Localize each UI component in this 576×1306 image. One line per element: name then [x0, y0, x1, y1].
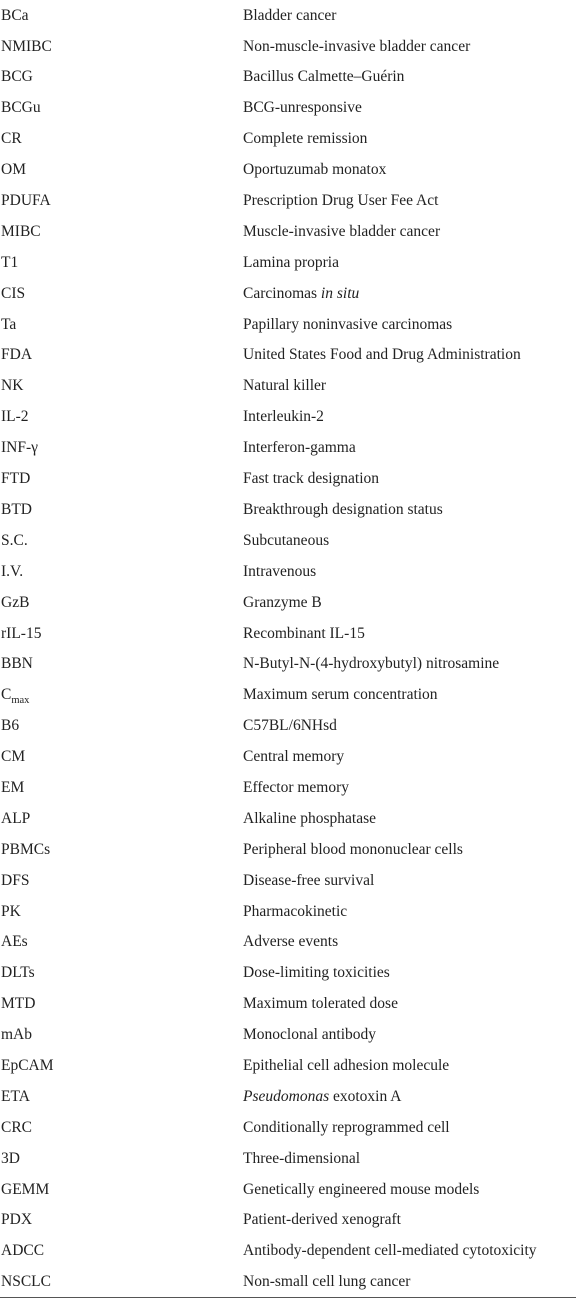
abbreviation-cell	[0, 1151, 243, 1167]
definition-cell	[243, 656, 576, 672]
definition-cell	[243, 409, 576, 425]
definition-text: Lamina propria	[243, 253, 339, 271]
abbreviation-text: rIL-15	[1, 624, 42, 642]
definition-text: United States Food and Drug Administration	[243, 346, 521, 364]
definition-text: Peripheral blood mononuclear cells	[243, 840, 463, 858]
definition-text: Maximum tolerated dose	[243, 995, 398, 1013]
abbreviation-cell	[0, 378, 243, 394]
table-row	[0, 432, 576, 463]
abbreviation-cell	[0, 471, 243, 487]
definition-text: Conditionally reprogrammed cell	[243, 1118, 450, 1136]
definition-cell	[243, 1151, 576, 1167]
table-row	[0, 278, 576, 309]
abbreviation-cell	[0, 409, 243, 425]
abbreviation-cell	[0, 502, 243, 518]
table-row	[0, 124, 576, 155]
definition-cell	[243, 193, 576, 209]
abbreviation-text: ETA	[1, 1087, 30, 1105]
definition-cell	[243, 533, 576, 549]
table-row	[0, 1112, 576, 1143]
table-row	[0, 402, 576, 433]
definition-cell	[243, 162, 576, 178]
abbreviation-text: NMIBC	[1, 37, 52, 55]
abbreviation-cell	[0, 996, 243, 1012]
abbreviation-text: CRC	[1, 1118, 33, 1136]
definition-text: Patient-derived xenograft	[243, 1211, 401, 1229]
definition-cell	[243, 996, 576, 1012]
abbreviation-cell	[0, 656, 243, 672]
abbreviation-text: IL-2	[1, 408, 29, 426]
abbreviation-cell	[0, 686, 243, 707]
abbreviation-text: B6	[1, 717, 20, 735]
definition-cell	[243, 286, 576, 302]
definition-text: Breakthrough designation status	[243, 500, 443, 518]
definition-cell	[243, 1089, 576, 1105]
abbreviation-cell	[0, 595, 243, 611]
abbreviation-text: FTD	[1, 470, 31, 488]
definition-cell	[243, 69, 576, 85]
abbreviation-cell	[0, 193, 243, 209]
definition-cell	[243, 595, 576, 611]
definition-text: Genetically engineered mouse models	[243, 1180, 480, 1198]
abbreviation-cell	[0, 718, 243, 734]
definition-text: Interleukin-2	[243, 408, 324, 426]
definition-italic-text: in situ	[320, 284, 360, 302]
table-row	[0, 62, 576, 93]
table-row	[0, 371, 576, 402]
definition-italic-text: Pseudomonas	[243, 1087, 330, 1105]
table-row	[0, 340, 576, 371]
abbreviation-text: I.V.	[1, 562, 24, 580]
abbreviation-cell	[0, 255, 243, 271]
abbreviation-cell	[0, 100, 243, 116]
definition-text: Monoclonal antibody	[243, 1026, 377, 1044]
abbreviation-text: PK	[1, 902, 21, 920]
table-row	[0, 556, 576, 587]
abbreviation-text: PDUFA	[1, 192, 51, 210]
abbreviation-text: DFS	[1, 871, 30, 889]
definition-text: Antibody-dependent cell-mediated cytotoxicity	[243, 1242, 537, 1260]
table-row	[0, 1174, 576, 1205]
abbreviation-cell	[0, 842, 243, 858]
abbreviation-text: mAb	[1, 1026, 32, 1044]
table-row	[0, 247, 576, 278]
definition-cell	[243, 100, 576, 116]
definition-text: Three-dimensional	[243, 1149, 361, 1167]
abbreviation-text: FDA	[1, 346, 33, 364]
table-row	[0, 1143, 576, 1174]
abbreviation-text: C	[1, 686, 12, 704]
abbreviation-text: 3D	[1, 1149, 20, 1167]
abbreviation-text: BCa	[1, 6, 29, 24]
abbreviation-text: EpCAM	[1, 1056, 54, 1074]
definition-cell	[243, 1212, 576, 1228]
table-row	[0, 958, 576, 989]
definition-cell	[243, 378, 576, 394]
table-row	[0, 494, 576, 525]
definition-text: Fast track designation	[243, 470, 380, 488]
abbreviation-cell	[0, 533, 243, 549]
table-row	[0, 1019, 576, 1050]
definition-text: Effector memory	[243, 778, 350, 796]
abbreviation-cell	[0, 1027, 243, 1043]
table-row	[0, 927, 576, 958]
definition-text: Bacillus Calmette–Guérin	[243, 68, 405, 86]
definition-text: Prescription Drug User Fee Act	[243, 192, 439, 210]
definition-text: Muscle-invasive bladder cancer	[243, 222, 441, 240]
definition-text: N-Butyl-N-(4-hydroxybutyl) nitrosamine	[243, 655, 500, 673]
abbreviation-subscript: max	[11, 695, 30, 707]
abbreviation-text: CR	[1, 130, 22, 148]
abbreviation-cell	[0, 965, 243, 981]
definition-cell	[243, 811, 576, 827]
table-row	[0, 680, 576, 711]
abbreviation-cell	[0, 69, 243, 85]
definition-cell	[243, 39, 576, 55]
definition-text: Dose-limiting toxicities	[243, 964, 390, 982]
definition-cell	[243, 564, 576, 580]
definition-cell	[243, 904, 576, 920]
definition-text: Non-muscle-invasive bladder cancer	[243, 37, 471, 55]
table-row	[0, 1236, 576, 1267]
abbreviation-cell	[0, 131, 243, 147]
definition-cell	[243, 965, 576, 981]
abbreviation-cell	[0, 286, 243, 302]
table-row	[0, 587, 576, 618]
definition-cell	[243, 224, 576, 240]
abbreviation-text: MTD	[1, 995, 36, 1013]
table-row	[0, 865, 576, 896]
table-row	[0, 618, 576, 649]
definition-cell	[243, 1120, 576, 1136]
definition-cell	[243, 780, 576, 796]
abbreviation-text: ADCC	[1, 1242, 45, 1260]
abbreviation-cell	[0, 8, 243, 24]
abbreviation-text: CM	[1, 748, 26, 766]
definition-text: Alkaline phosphatase	[243, 809, 377, 827]
definition-cell	[243, 718, 576, 734]
abbreviation-text: AEs	[1, 933, 28, 951]
definition-text: Disease-free survival	[243, 871, 375, 889]
definition-text: Bladder cancer	[243, 6, 337, 24]
table-row	[0, 1050, 576, 1081]
abbreviation-cell	[0, 904, 243, 920]
definition-cell	[243, 1058, 576, 1074]
abbreviation-text: T1	[1, 253, 19, 271]
definition-text: Non-small cell lung cancer	[243, 1273, 411, 1291]
definition-text: Papillary noninvasive carcinomas	[243, 315, 453, 333]
table-row	[0, 1267, 576, 1298]
table-row	[0, 309, 576, 340]
abbreviation-cell	[0, 1274, 243, 1290]
table-row	[0, 154, 576, 185]
abbreviation-text: Ta	[1, 315, 17, 333]
abbreviation-text: BTD	[1, 500, 32, 518]
table-row	[0, 896, 576, 927]
table-row	[0, 1205, 576, 1236]
table-row	[0, 93, 576, 124]
definition-cell	[243, 934, 576, 950]
definition-text: Granzyme B	[243, 593, 322, 611]
definition-text: exotoxin A	[329, 1087, 402, 1105]
table-row	[0, 1081, 576, 1112]
abbreviation-text: ALP	[1, 809, 31, 827]
definition-cell	[243, 8, 576, 24]
definition-text: Epithelial cell adhesion molecule	[243, 1056, 450, 1074]
definition-text: C57BL/6NHsd	[243, 717, 337, 735]
abbreviation-cell	[0, 39, 243, 55]
abbreviation-cell	[0, 564, 243, 580]
abbreviation-text: CIS	[1, 284, 26, 302]
definition-cell	[243, 626, 576, 642]
definition-cell	[243, 1182, 576, 1198]
table-bottom-rule	[0, 1297, 576, 1298]
definition-text: Central memory	[243, 748, 345, 766]
abbreviation-cell	[0, 1243, 243, 1259]
abbreviation-text: MIBC	[1, 222, 41, 240]
definition-text: Carcinomas	[243, 284, 321, 302]
definition-cell	[243, 873, 576, 889]
definition-cell	[243, 440, 576, 456]
table-row	[0, 649, 576, 680]
definition-cell	[243, 131, 576, 147]
definition-text: Natural killer	[243, 377, 327, 395]
abbreviation-text: GEMM	[1, 1180, 50, 1198]
abbreviation-cell	[0, 626, 243, 642]
abbreviation-cell	[0, 317, 243, 333]
abbreviation-cell	[0, 224, 243, 240]
table-row	[0, 463, 576, 494]
table-row	[0, 741, 576, 772]
abbreviation-cell	[0, 780, 243, 796]
abbreviation-text: OM	[1, 161, 26, 179]
abbreviation-text: PBMCs	[1, 840, 51, 858]
table-row	[0, 710, 576, 741]
definition-text: Adverse events	[243, 933, 339, 951]
abbreviation-cell	[0, 347, 243, 363]
definition-text: Pharmacokinetic	[243, 902, 348, 920]
abbreviation-text: EM	[1, 778, 25, 796]
definition-text: Intravenous	[243, 562, 317, 580]
table-row	[0, 834, 576, 865]
definition-cell	[243, 317, 576, 333]
abbreviation-text: BBN	[1, 655, 33, 673]
definition-cell	[243, 842, 576, 858]
abbreviation-text: PDX	[1, 1211, 33, 1229]
abbreviation-text: INF-γ	[1, 439, 38, 457]
abbreviation-cell	[0, 873, 243, 889]
abbreviation-text: S.C.	[1, 531, 28, 549]
definition-cell	[243, 347, 576, 363]
definition-cell	[243, 687, 576, 703]
definition-text: Complete remission	[243, 130, 368, 148]
definition-text: Oportuzumab monatox	[243, 161, 387, 179]
definition-text: Subcutaneous	[243, 531, 330, 549]
definition-cell	[243, 1027, 576, 1043]
table-row	[0, 185, 576, 216]
definition-text: Interferon-gamma	[243, 439, 356, 457]
abbreviation-cell	[0, 1089, 243, 1105]
abbreviation-text: BCG	[1, 68, 33, 86]
definition-text: BCG-unresponsive	[243, 99, 362, 117]
definition-cell	[243, 1243, 576, 1259]
table-row	[0, 31, 576, 62]
table-row	[0, 772, 576, 803]
definition-cell	[243, 749, 576, 765]
definition-text: Maximum serum concentration	[243, 686, 438, 704]
definition-cell	[243, 1274, 576, 1290]
table-row	[0, 803, 576, 834]
abbreviation-text: DLTs	[1, 964, 35, 982]
abbreviation-cell	[0, 1182, 243, 1198]
table-row	[0, 0, 576, 31]
definition-text: Recombinant IL-15	[243, 624, 365, 642]
abbreviation-cell	[0, 934, 243, 950]
abbreviation-cell	[0, 440, 243, 456]
definition-cell	[243, 255, 576, 271]
abbreviation-text: NSCLC	[1, 1273, 51, 1291]
abbreviation-cell	[0, 811, 243, 827]
abbreviation-cell	[0, 749, 243, 765]
table-row	[0, 525, 576, 556]
table-row	[0, 216, 576, 247]
definition-cell	[243, 502, 576, 518]
abbreviation-cell	[0, 1058, 243, 1074]
abbreviation-cell	[0, 1120, 243, 1136]
abbreviation-cell	[0, 1212, 243, 1228]
table-row	[0, 989, 576, 1020]
definition-cell	[243, 471, 576, 487]
abbreviation-text: GzB	[1, 593, 30, 611]
abbreviation-text: NK	[1, 377, 24, 395]
abbreviation-cell	[0, 162, 243, 178]
abbreviation-text: BCGu	[1, 99, 41, 117]
